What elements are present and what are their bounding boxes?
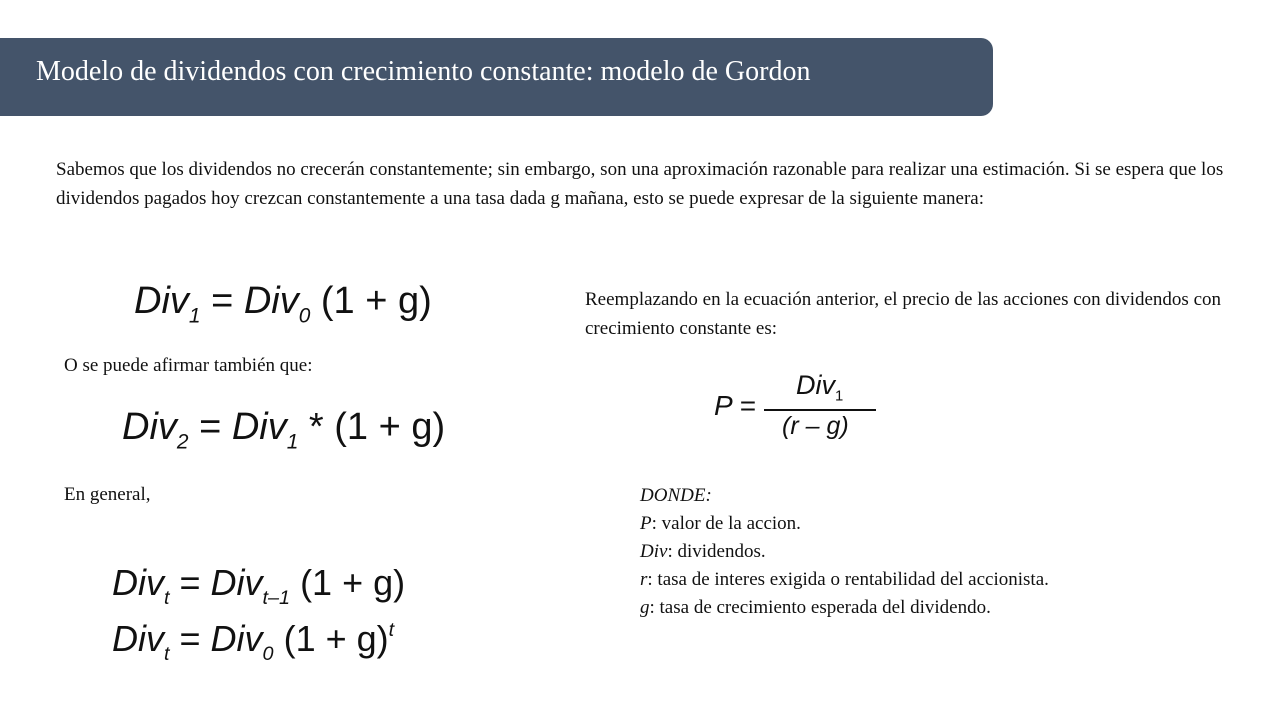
intro-paragraph: Sabemos que los dividendos no crecerán constantemente; sin embargo, son una aproximación razonable para realizar una estimación. Si se espera que los dividendos pagados hoy crezcan constantemente a una tasa dada g mañana, esto se puede expresar de la siguiente manera:	[56, 159, 1224, 209]
price-numerator: Div$_1$	[796, 370, 844, 405]
price-formula	[714, 368, 874, 448]
price-symbol: P =	[714, 390, 756, 421]
donde-legend	[640, 482, 1049, 622]
formula-div1: Div$_1$ = Div$_0$ (1 + g)	[134, 280, 432, 328]
formula-divt-recursive: Div$_t$ = Div$_{t-1}$ (1 + g)	[112, 562, 406, 609]
donde-item: P: valor de la accion.	[640, 513, 801, 534]
slide-title: Modelo de dividendos con crecimiento constante: modelo de Gordon	[36, 56, 811, 87]
formula-div2: Div$_2$ = Div$_1$ * (1 + g)	[122, 406, 446, 454]
donde-item: Div: dividendos.	[640, 541, 766, 562]
title-bar	[0, 38, 993, 116]
fraction-line	[764, 409, 876, 411]
donde-item: r: tasa de interes exigida o rentabilidad del accionista.	[640, 569, 1049, 590]
general-text: En general,	[64, 484, 151, 505]
price-denominator: (r – g)	[782, 412, 849, 440]
formula-divt-general: Div$_t$ = Div$_0$ $(1 + g)^t$	[112, 618, 395, 665]
also-text: O se puede afirmar también que:	[64, 355, 313, 376]
donde-item: g: tasa de crecimiento esperada del dividendo.	[640, 597, 991, 618]
replacing-text: Reemplazando en la ecuación anterior, el precio de las acciones con dividendos con crecimiento constante es:	[585, 289, 1221, 339]
donde-heading: DONDE:	[640, 485, 712, 506]
